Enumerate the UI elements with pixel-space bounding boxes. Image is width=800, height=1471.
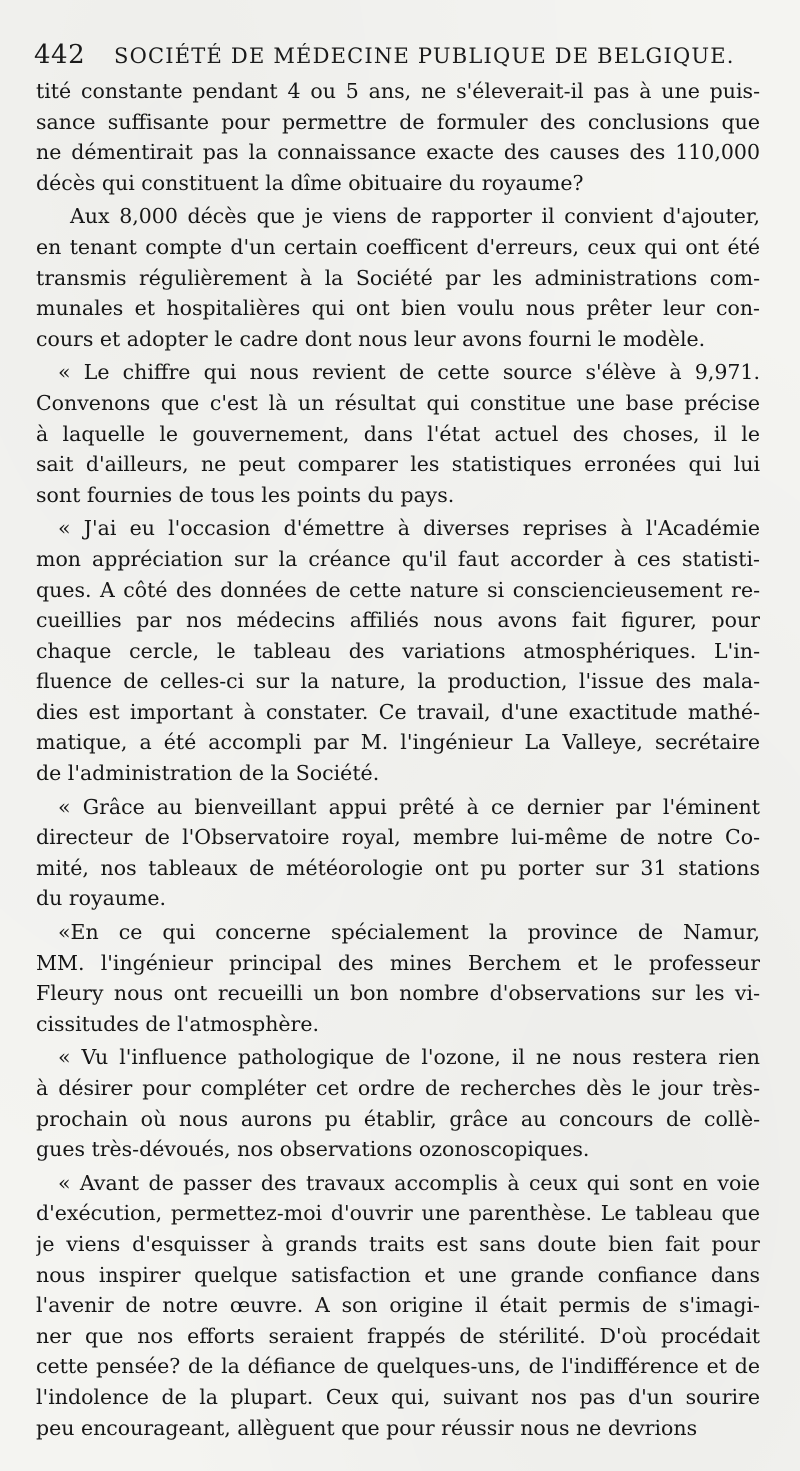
paragraph [36, 513, 760, 788]
text-line: peu encourageant, allèguent que pour réussir nous ne devrions [36, 1415, 698, 1440]
text-line: cours et adopter le cadre dont nous leur avons fourni le modèle. [36, 326, 706, 351]
text-line: de l'administration de la Société. [36, 761, 380, 786]
text-line: « Avant de passer des travaux accomplis à ceux qui sont en voie [58, 1170, 760, 1195]
text-line: chaque cercle, le tableau des variations atmosphériques. L'in- [36, 638, 760, 663]
text-line: munales et hospitalières qui ont bien voulu nous prêter leur con- [36, 296, 760, 321]
page-number: 442 [34, 40, 86, 70]
text-line: l'avenir de notre œuvre. A son origine il était permis de s'imagi- [36, 1293, 760, 1318]
text-line: Aux 8,000 décès que je viens de rapporter il convient d'ajouter, [70, 204, 760, 229]
text-line: « J'ai eu l'occasion d'émettre à diverses reprises à l'Académie [58, 516, 760, 541]
body-text [36, 76, 760, 1443]
text-line: directeur de l'Observatoire royal, membre lui-même de notre Co- [36, 825, 760, 850]
text-line: «En ce qui concerne spécialement la province de Namur, [58, 920, 760, 945]
text-line: du royaume. [36, 886, 167, 911]
text-line: cissitudes de l'atmosphère. [36, 1011, 319, 1036]
text-line: l'indolence de la plupart. Ceux qui, suivant nos pas d'un sourire [36, 1384, 760, 1409]
paragraph [36, 76, 760, 198]
text-line: cueillies par nos médecins affiliés nous avons fait figurer, pour [36, 608, 760, 633]
text-line: Fleury nous ont recueilli un bon nombre d'observations sur les vi- [36, 981, 760, 1006]
text-line: MM. l'ingénieur principal des mines Berchem et le professeur [36, 950, 760, 975]
text-line: à désirer pour compléter cet ordre de recherches dès le jour très- [36, 1076, 760, 1100]
text-line: cette pensée? de la défiance de quelques-uns, de l'indifférence et de [36, 1354, 760, 1379]
paragraph [36, 917, 760, 1039]
paragraph [36, 1042, 760, 1164]
text-line: je viens d'esquisser à grands traits est sans doute bien fait pour [36, 1231, 760, 1256]
text-line: sait d'ailleurs, ne peut comparer les statistiques erronées qui lui [36, 452, 760, 477]
text-line: ner que nos efforts seraient frappés de stérilité. D'où procédait [36, 1323, 760, 1348]
text-line: tité constante pendant 4 ou 5 ans, ne s'éleverait-il pas à une puis- [36, 79, 760, 103]
text-line: sance suffisante pour permettre de formuler des conclusions que [36, 109, 760, 134]
text-line: mité, nos tableaux de météorologie ont pu porter sur 31 stations [36, 855, 760, 880]
text-line: gues très-dévoués, nos observations ozonoscopiques. [36, 1137, 590, 1162]
text-line: prochain où nous aurons pu établir, grâce au concours de collè- [36, 1106, 760, 1131]
page-header [34, 40, 764, 80]
text-line: fluence de celles-ci sur la nature, la production, l'issue des mala- [36, 669, 760, 694]
paragraph [36, 201, 760, 354]
text-line: matique, a été accompli par M. l'ingénieur La Valleye, secrétaire [36, 730, 760, 755]
text-line: ques. A côté des données de cette nature si consciencieusement re- [36, 577, 760, 602]
text-line: mon appréciation sur la créance qu'il faut accorder à ces statisti- [36, 546, 760, 571]
text-line: Convenons que c'est là un résultat qui constitue une base précise [36, 390, 760, 415]
paragraph [36, 357, 760, 510]
text-line: nous inspirer quelque satisfaction et une grande confiance dans [36, 1262, 760, 1287]
running-head: SOCIÉTÉ DE MÉDECINE PUBLIQUE DE BELGIQUE. [114, 44, 735, 68]
text-line: sont fournies de tous les points du pays. [36, 482, 455, 507]
text-line: « Le chiffre qui nous revient de cette source s'élève à 9,971. [58, 360, 760, 385]
text-line: d'exécution, permettez-moi d'ouvrir une parenthèse. Le tableau que [36, 1201, 760, 1226]
text-line: « Grâce au bienveillant appui prêté à ce dernier par l'éminent [58, 794, 760, 819]
paragraph [36, 792, 760, 914]
paragraph [36, 1168, 760, 1443]
text-line: à laquelle le gouvernement, dans l'état actuel des choses, il le [36, 421, 760, 446]
text-line: en tenant compte d'un certain coefficent d'erreurs, ceux qui ont été [36, 234, 760, 259]
text-line: « Vu l'influence pathologique de l'ozone, il ne nous restera rien [58, 1045, 760, 1070]
text-line: dies est important à constater. Ce travail, d'une exactitude mathé- [36, 699, 760, 724]
text-line: ne démentirait pas la connaissance exacte des causes des 110,000 [36, 140, 760, 165]
text-line: décès qui constituent la dîme obituaire du royaume? [36, 170, 584, 195]
text-line: transmis régulièrement à la Société par les administrations com- [36, 265, 760, 290]
